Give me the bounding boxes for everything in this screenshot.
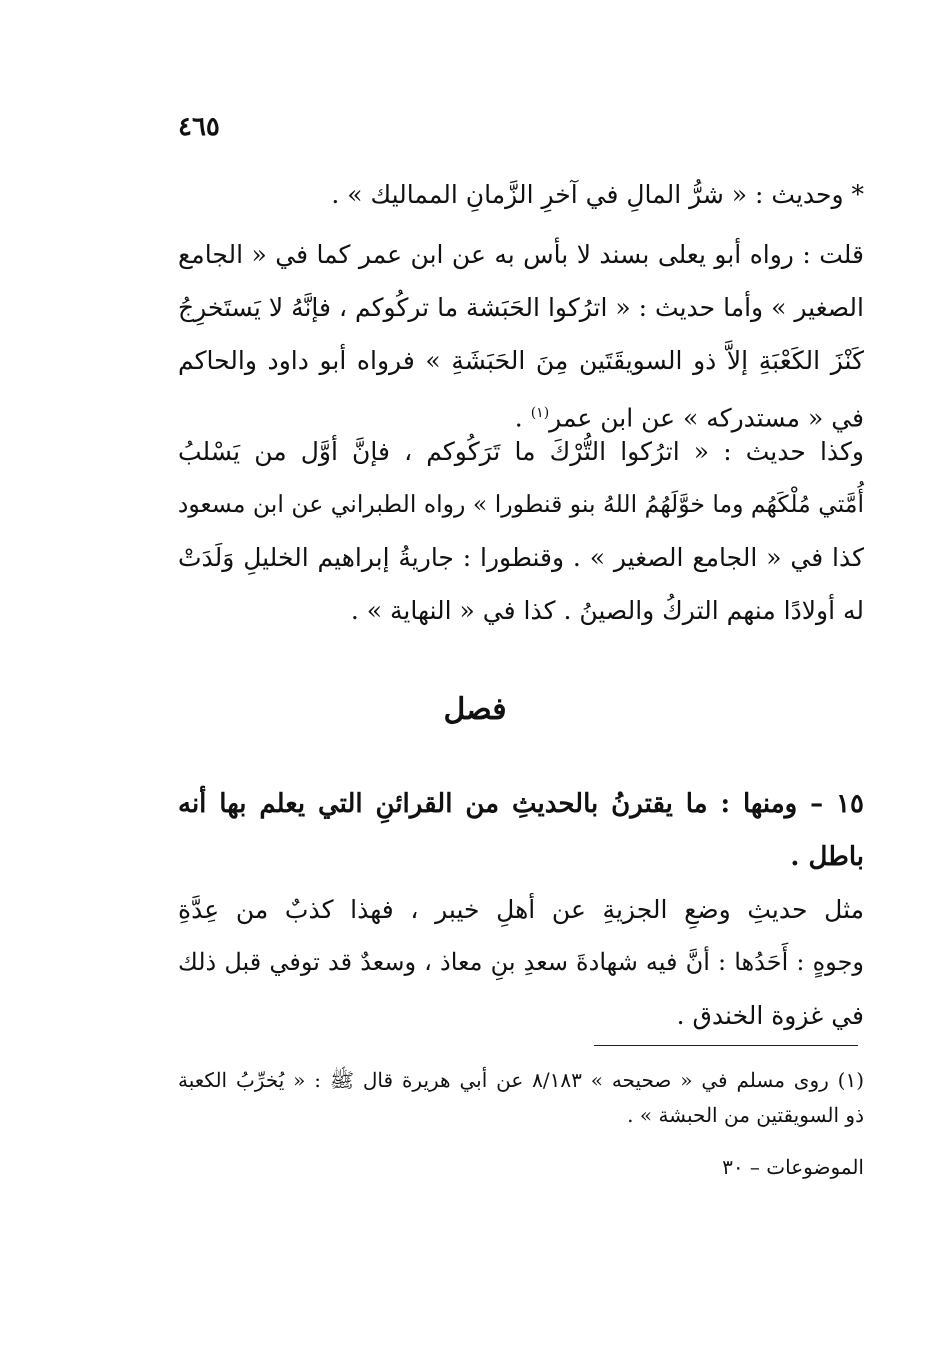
text-line: قلت : رواه أبو يعلى بسند لا بأس به عن ابن عمر كما في « الجامع xyxy=(178,240,864,269)
footnote-divider xyxy=(594,1045,858,1046)
text-line: الصغير » وأما حديث : « اترُكوا الحَبَشة ما تركُوكم ، فإنَّهُ لا يَستَخرِجُ xyxy=(178,293,864,322)
text-line: وجوهٍ : أَحَدُها : أنَّ فيه شهادةَ سعدِ بنِ معاذ ، وسعدٌ قد توفي قبل ذلك xyxy=(178,948,864,976)
text-line: كذا في « الجامع الصغير » . وقنطورا : جاريةُ إبراهيم الخليلِ وَلَدَتْ xyxy=(178,543,864,572)
text-run: في « مستدركه » عن ابن عمر xyxy=(549,403,864,433)
footnote-marker: (١) xyxy=(530,405,550,421)
heading-item-15 xyxy=(178,778,864,884)
paragraph-jizya xyxy=(178,883,864,1042)
section-title: فصل xyxy=(443,692,507,727)
signature-mark: الموضوعات – ٣٠ xyxy=(722,1155,864,1179)
text-line: كَنْزَ الكَعْبَةِ إلاَّ ذو السويقَتَين مِنَ الحَبَشَةِ » فرواه أبو داود والحاكم xyxy=(178,346,864,375)
footnote xyxy=(178,1063,864,1133)
text-line: مثل حديثِ وضعِ الجزيةِ عن أهلِ خيبر ، فهذا كذبٌ من عِدَّةِ xyxy=(178,895,864,924)
paragraph-turk xyxy=(178,425,864,637)
page-number: ٤٦٥ xyxy=(178,112,220,142)
text-line: في غزوة الخندق . xyxy=(676,1001,864,1030)
text-line: وكذا حديث : « اترُكوا التُّرْكَ ما تَرَكُوكم ، فإنَّ أوَّل من يَسْلبُ xyxy=(178,437,864,466)
paragraph-hadith-mamalik xyxy=(178,168,864,221)
text-run: . xyxy=(514,403,531,433)
paragraph-habasha xyxy=(178,228,864,444)
text-line: * وحديث : « شرُّ المالِ في آخرِ الزَّمانِ المماليك » . xyxy=(331,180,864,209)
text-line: أُمَّتي مُلْكَهُم وما خوَّلَهُمُ اللهُ بنو قنطورا » رواه الطبراني عن ابن مسعود xyxy=(177,490,864,518)
footnote-line: (١) روى مسلم في « صحيحه » ٨/١٨٣ عن أبي هريرة قال ﷺ : « يُخرِّبُ الكعبة xyxy=(178,1068,865,1092)
text-line: ١٥ – ومنها : ما يقترنُ بالحديثِ من القرائنِ التي يعلم بها أنه xyxy=(178,789,864,819)
footnote-line: ذو السويقتين من الحبشة » . xyxy=(627,1103,864,1127)
text-line: له أولادًا منهم التركُ والصينُ . كذا في « النهاية » . xyxy=(350,596,864,625)
text-line: باطل . xyxy=(790,842,864,872)
